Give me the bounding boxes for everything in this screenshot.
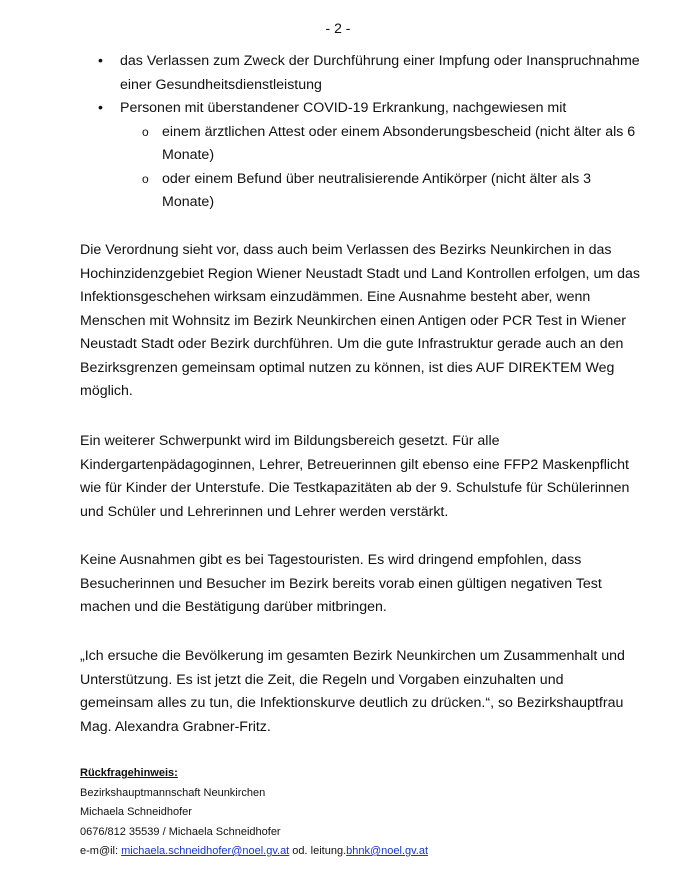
circle-bullet-icon: o [142,171,149,186]
sub-bullet-text: einem ärztlichen Attest oder einem Absonderungsbescheid (nicht älter als 6 Monate) [162,123,636,163]
email-connector: od. leitung. [289,845,347,857]
bullet-list [80,50,640,215]
paragraph-education: Ein weiterer Schwerpunkt wird im Bildungsbereich gesetzt. Für alle Kindergartenpädagoginnen, Lehrer, Betreuerinnen gilt ebenso eine FFP2 Maskenpflicht wie für Kinder der Unterstufe. Die Testkapazitäten ab der 9. Schulstufe für Schülerinnen und Schüler und Lehrerinnen und Lehrer werden verstärkt. [80,433,630,520]
circle-bullet-icon: o [142,124,149,139]
email-prefix: e-m@il: [80,845,122,857]
contact-heading: Rückfragehinweis: [80,767,178,779]
contact-organisation: Bezirkshauptmannschaft Neunkirchen [80,786,266,799]
email-link-schneidhofer[interactable]: michaela.schneidhofer@noel.gv.at [121,845,290,857]
sub-bullet-list [80,121,640,215]
paragraph-day-tourists: Keine Ausnahmen gibt es bei Tagestouristen. Es wird dringend empfohlen, dass Besucherinnen und Besucher im Bezirk bereits vorab einen gültigen negativen Test machen und die Bestätigung darüber mitbringen. [80,552,602,615]
bullet-icon: • [98,53,103,69]
bullet-text: Personen mit überstandener COVID-19 Erkrankung, nachgewiesen mit [120,100,567,116]
sub-bullet-text: oder einem Befund über neutralisierende Antikörper (nicht älter als 3 Monate) [162,170,592,210]
bullet-item [80,50,640,97]
sub-bullet-item [80,121,640,168]
bullet-icon: • [98,100,103,116]
contact-name: Michaela Schneidhofer [80,806,192,818]
contact-email-line [80,842,428,862]
paragraph-regulation: Die Verordnung sieht vor, dass auch beim Verlassen des Bezirks Neunkirchen in das Hochinzidenzgebiet Region Wiener Neustadt Stadt und Land Kontrollen erfolgen, um das Infektionsgeschehen wirksam einzudämmen. Eine Ausnahme besteht aber, wenn Menschen mit Wohnsitz im Bezirk Neunkirchen einen Antigen oder PCR Test in Wiener Neustadt Stadt oder Bezirk durchführen. Um die gute Infrastruktur gerade auch an den Bezirksgrenzen gemeinsam optimal nutzen zu können, ist dies AUF DIREKTEM Weg möglich. [80,242,640,399]
email-link-bhnk[interactable]: bhnk@noel.gv.at [346,845,429,857]
sub-bullet-item [80,168,640,215]
bullet-text: das Verlassen zum Zweck der Durchführung einer Impfung oder Inanspruchnahme einer Gesundheitsdienstleistung [120,53,640,93]
contact-block [80,764,428,862]
page-number: - 2 - [325,20,351,36]
contact-phone: 0676/812 35539 / Michaela Schneidhofer [80,825,281,838]
bullet-item [80,97,640,121]
paragraph-quote: „Ich ersuche die Bevölkerung im gesamten Bezirk Neunkirchen um Zusammenhalt und Unterstützung. Es ist jetzt die Zeit, die Regeln und Vorgaben einzuhalten und gemeinsam alles zu tun, die Infektionskurve deutlich zu drücken.“, so Bezirkshauptfrau Mag. Alexandra Grabner-Fritz. [80,648,625,735]
